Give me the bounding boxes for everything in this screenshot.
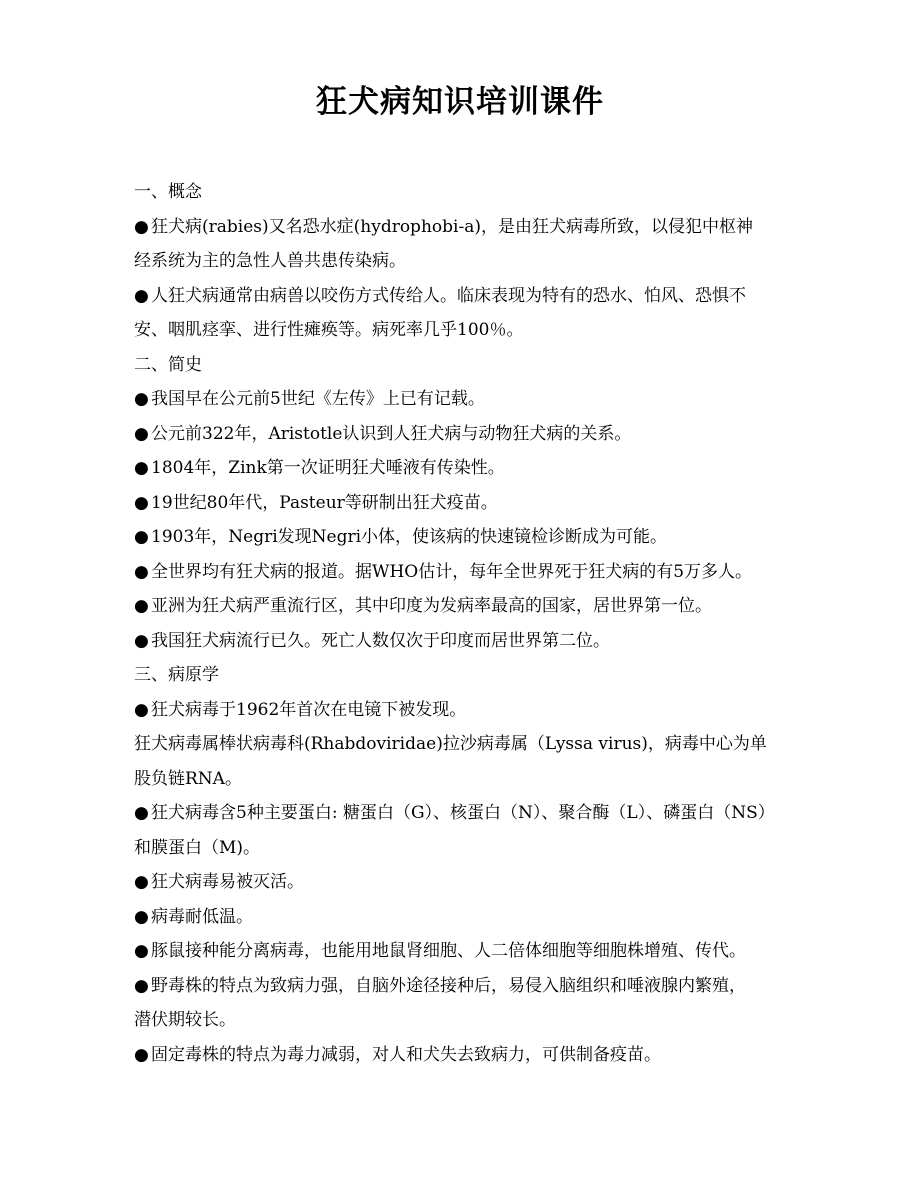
bullet-icon: ● (134, 975, 149, 996)
bullet-paragraph-line (134, 1038, 790, 1073)
bullet-paragraph-line (134, 969, 790, 1004)
line-text: 我国狂犬病流行已久。死亡人数仅次于印度而居世界第二位。 (151, 630, 610, 651)
paragraph-line (134, 762, 790, 797)
paragraph-line (134, 1003, 790, 1038)
line-text: 经系统为主的急性人兽共患传染病。 (134, 251, 406, 271)
line-text: 潜伏期较长。 (134, 1010, 236, 1030)
bullet-icon: ● (134, 699, 149, 720)
paragraph-line (134, 727, 790, 762)
paragraph-line (134, 831, 790, 866)
paragraph-line (134, 313, 790, 348)
line-text: 安、咽肌痉挛、进行性瘫痪等。病死率几乎100％。 (134, 320, 524, 340)
bullet-icon: ● (134, 596, 149, 616)
bullet-paragraph-line (134, 589, 790, 624)
paragraph-line (134, 244, 790, 279)
bullet-icon: ● (134, 423, 149, 444)
line-text: 我国早在公元前5世纪《左传》上已有记载。 (151, 389, 485, 409)
paragraph-line (134, 348, 790, 383)
bullet-paragraph-line (134, 865, 790, 900)
bullet-icon: ● (134, 561, 149, 582)
bullet-paragraph-line (134, 520, 790, 555)
line-text: 全世界均有狂犬病的报道。据WHO估计，每年全世界死于狂犬病的有5万多人。 (151, 561, 753, 582)
document-title: 狂犬病知识培训课件 (316, 84, 604, 120)
line-text: 野毒株的特点为致病力强，自脑外途径接种后，易侵入脑组织和唾液腺内繁殖， (151, 975, 746, 996)
line-text: 固定毒株的特点为毒力减弱，对人和犬失去致病力，可供制备疫苗。 (151, 1044, 661, 1065)
line-text: 1903年，Negri发现Negri小体，使该病的快速镜检诊断成为可能。 (151, 527, 668, 547)
line-text: 和膜蛋白（M)。 (134, 837, 261, 858)
line-text: 一、概念 (134, 182, 202, 202)
bullet-icon: ● (134, 906, 149, 927)
document-body (134, 175, 790, 1072)
bullet-paragraph-line (134, 555, 790, 590)
line-text: 三、病原学 (134, 665, 219, 685)
paragraph-line (134, 658, 790, 693)
bullet-icon: ● (134, 630, 149, 651)
line-text: 1804年，Zink第一次证明狂犬唾液有传染性。 (151, 458, 505, 478)
line-text: 狂犬病毒于1962年首次在电镜下被发现。 (151, 699, 467, 720)
bullet-icon: ● (134, 285, 149, 306)
line-text: 二、简史 (134, 354, 202, 375)
bullet-icon: ● (134, 872, 149, 892)
bullet-icon: ● (134, 389, 149, 409)
bullet-paragraph-line (134, 451, 790, 486)
bullet-icon: ● (134, 216, 149, 237)
paragraph-line (134, 175, 790, 210)
bullet-paragraph-line (134, 693, 790, 728)
line-text: 股负链RNA。 (134, 768, 242, 789)
bullet-paragraph-line (134, 417, 790, 452)
line-text: 人狂犬病通常由病兽以咬伤方式传给人。临床表现为特有的恐水、怕风、恐惧不 (151, 285, 746, 306)
line-text: 19世纪80年代，Pasteur等研制出狂犬疫苗。 (151, 492, 498, 513)
bullet-paragraph-line (134, 624, 790, 659)
line-text: 狂犬病毒属棒状病毒科(Rhabdoviridae)拉沙病毒属（Lyssa virus)，病毒中心为单 (134, 734, 767, 754)
bullet-icon: ● (134, 458, 149, 478)
bullet-paragraph-line (134, 934, 790, 969)
line-text: 病毒耐低温。 (151, 906, 253, 927)
bullet-paragraph-line (134, 382, 790, 417)
bullet-icon: ● (134, 527, 149, 547)
line-text: 狂犬病毒易被灭活。 (151, 872, 304, 892)
bullet-icon: ● (134, 1044, 149, 1065)
line-text: 狂犬病毒含5种主要蛋白: 糖蛋白（G）、核蛋白（N）、聚合酶（L）、磷蛋白（NS） (151, 803, 775, 823)
bullet-icon: ● (134, 492, 149, 513)
bullet-paragraph-line (134, 486, 790, 521)
bullet-paragraph-line (134, 210, 790, 245)
line-text: 豚鼠接种能分离病毒，也能用地鼠肾细胞、人二倍体细胞等细胞株增殖、传代。 (151, 941, 746, 961)
bullet-paragraph-line (134, 796, 790, 831)
line-text: 狂犬病(rabies)又名恐水症(hydrophobi-a)，是由狂犬病毒所致，以侵犯中枢神 (151, 216, 753, 237)
bullet-icon: ● (134, 803, 149, 823)
bullet-paragraph-line (134, 900, 790, 935)
bullet-icon: ● (134, 941, 149, 961)
bullet-paragraph-line (134, 279, 790, 314)
line-text: 公元前322年，Aristotle认识到人狂犬病与动物狂犬病的关系。 (151, 423, 632, 444)
line-text: 亚洲为狂犬病严重流行区，其中印度为发病率最高的国家，居世界第一位。 (151, 596, 712, 616)
